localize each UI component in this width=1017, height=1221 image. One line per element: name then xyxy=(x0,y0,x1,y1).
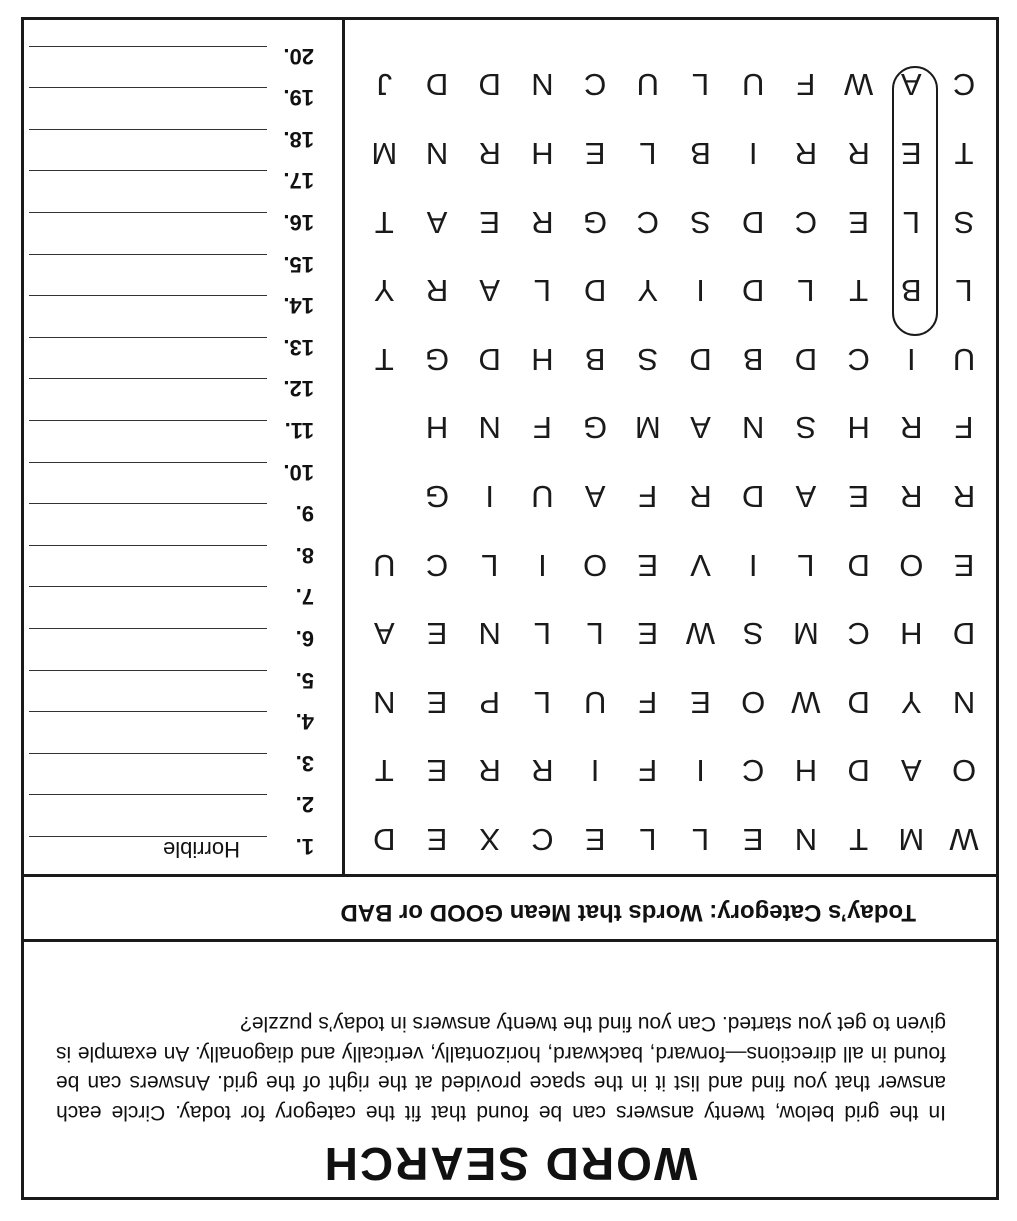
answer-number: 17. xyxy=(283,168,314,194)
grid-letter[interactable]: A xyxy=(900,67,922,103)
grid-letter[interactable]: H xyxy=(425,410,449,446)
grid-letter[interactable]: W xyxy=(685,616,716,652)
grid-letter[interactable]: B xyxy=(742,341,764,377)
grid-letter[interactable]: Y xyxy=(900,684,922,720)
grid-letter[interactable]: S xyxy=(637,341,659,377)
answer-number: 16. xyxy=(283,210,314,235)
answer-blank-line[interactable] xyxy=(29,670,267,671)
grid-letter[interactable]: L xyxy=(639,136,657,171)
grid-letter[interactable]: A xyxy=(584,479,606,514)
page-title: WORD SEARCH xyxy=(322,1138,698,1190)
grid-letter[interactable]: B xyxy=(584,341,606,377)
answer-row xyxy=(24,41,342,81)
grid-letter[interactable]: G xyxy=(424,479,450,514)
answer-row xyxy=(24,290,342,330)
title-section xyxy=(24,939,996,1197)
grid-letter[interactable]: O xyxy=(583,547,608,583)
answer-number: 2. xyxy=(295,792,314,818)
answer-number: 15. xyxy=(283,251,314,277)
grid-letter[interactable]: R xyxy=(952,479,976,514)
grid-letter[interactable]: I xyxy=(748,136,758,171)
grid-letter[interactable]: J xyxy=(376,67,393,103)
grid-letter[interactable]: T xyxy=(954,136,974,171)
answer-row xyxy=(24,457,342,497)
grid-letter[interactable]: C xyxy=(847,341,870,377)
grid-letter[interactable]: U xyxy=(583,684,607,720)
answer-number: 1. xyxy=(295,834,314,859)
grid-letter[interactable]: H xyxy=(847,410,870,446)
grid-letter[interactable]: E xyxy=(584,136,606,171)
answer-number: 14. xyxy=(283,293,314,319)
grid-letter[interactable]: L xyxy=(533,616,552,652)
grid-letter[interactable]: F xyxy=(638,753,658,789)
grid-letter[interactable]: D xyxy=(847,753,870,789)
instructions-text: In the grid below, twenty answers can be found that fit the category for today. Circle each answer that you find and list it in the space provided at the right of the grid. Answers can be found in all directions—forward, backward, horizontally, vertically and diagonally. An example is given to get you started. Can you find the twenty answers in today’s puzzle? xyxy=(56,1012,946,1124)
grid-letter[interactable]: E xyxy=(584,822,606,857)
answer-number: 4. xyxy=(295,709,314,735)
grid-letter[interactable]: Y xyxy=(637,273,659,309)
grid-letter[interactable]: E xyxy=(637,547,659,583)
grid-letter[interactable]: D xyxy=(583,273,607,309)
answer-blank-line[interactable] xyxy=(29,711,267,712)
grid-letter[interactable]: V xyxy=(690,547,711,583)
grid-letter[interactable]: F xyxy=(638,479,658,514)
grid-letter[interactable]: S xyxy=(953,204,975,240)
answer-row xyxy=(24,332,342,372)
answer-blank-line[interactable] xyxy=(29,586,267,587)
grid-letter[interactable]: W xyxy=(791,684,821,720)
category-label: Today’s Category: Words that Mean GOOD or BAD xyxy=(340,899,916,926)
grid-letter[interactable]: F xyxy=(532,410,552,446)
answer-row xyxy=(24,789,342,829)
grid-letter[interactable]: F xyxy=(796,67,816,103)
grid-letter[interactable]: E xyxy=(426,822,448,857)
answer-row xyxy=(24,748,342,788)
grid-letter[interactable]: X xyxy=(479,822,501,857)
answer-row xyxy=(24,665,342,705)
grid-letter[interactable]: A xyxy=(900,753,922,789)
grid-letter[interactable]: D xyxy=(847,684,870,720)
grid-letter[interactable]: U xyxy=(952,341,976,377)
grid-letter[interactable]: B xyxy=(690,136,711,171)
answer-blank-line[interactable] xyxy=(29,628,267,629)
grid-letter[interactable]: H xyxy=(531,136,554,171)
answer-row xyxy=(24,373,342,413)
grid-letter[interactable]: S xyxy=(690,204,711,240)
answer-blank-line[interactable] xyxy=(29,503,267,504)
grid-letter[interactable]: L xyxy=(533,684,552,720)
grid-letter[interactable]: R xyxy=(531,204,554,240)
grid-letter[interactable]: D xyxy=(742,479,765,514)
grid-letter[interactable]: T xyxy=(374,341,394,377)
grid-letter[interactable]: U xyxy=(636,67,660,103)
grid-letter[interactable]: O xyxy=(741,684,766,720)
grid-letter[interactable]: U xyxy=(373,547,396,583)
grid-letter[interactable]: D xyxy=(794,341,818,377)
grid-letter[interactable]: E xyxy=(479,204,501,240)
grid-letter[interactable]: N xyxy=(478,616,501,652)
grid-letter[interactable]: C xyxy=(425,547,449,583)
grid-letter[interactable]: L xyxy=(797,547,815,583)
grid-letter[interactable]: A xyxy=(426,204,448,240)
grid-letter[interactable]: T xyxy=(374,204,394,240)
grid-letter[interactable]: I xyxy=(538,547,547,583)
grid-letter[interactable]: C xyxy=(636,204,660,240)
answer-number: 10. xyxy=(283,459,314,485)
answer-blank-line[interactable] xyxy=(29,87,267,88)
grid-letter[interactable]: L xyxy=(639,822,657,857)
grid-letter[interactable]: G xyxy=(583,204,608,240)
grid-letter[interactable]: R xyxy=(425,273,449,309)
grid-letter[interactable]: U xyxy=(742,67,765,103)
grid-letter[interactable]: L xyxy=(955,273,973,309)
answer-row xyxy=(24,249,342,289)
grid-letter[interactable]: R xyxy=(689,479,712,514)
answer-number: 5. xyxy=(295,667,314,693)
answer-row xyxy=(24,540,342,580)
grid-letter[interactable]: E xyxy=(848,479,869,514)
grid-letter[interactable]: I xyxy=(748,547,758,583)
answer-blank-line[interactable] xyxy=(29,378,267,379)
answer-text: Horrible xyxy=(162,837,240,862)
answer-row xyxy=(24,623,342,663)
grid-letter[interactable]: C xyxy=(952,67,976,103)
grid-letter[interactable]: C xyxy=(583,67,607,103)
grid-letter[interactable]: R xyxy=(900,479,923,514)
grid-letter[interactable]: I xyxy=(907,341,916,377)
grid-letter[interactable]: E xyxy=(426,684,448,720)
grid-letter[interactable]: T xyxy=(849,822,869,857)
answer-number: 7. xyxy=(295,584,314,610)
answer-row xyxy=(24,706,342,746)
example-answer-circle xyxy=(892,66,938,336)
answer-number: 8. xyxy=(295,542,314,568)
grid-letter[interactable]: R xyxy=(478,753,501,789)
answer-blank-line[interactable] xyxy=(29,254,267,255)
grid-letter[interactable]: G xyxy=(424,341,450,377)
grid-letter[interactable]: P xyxy=(479,684,501,720)
grid-letter[interactable]: W xyxy=(843,67,874,103)
answer-number: 19. xyxy=(283,85,314,111)
grid-letter[interactable]: I xyxy=(696,273,705,309)
answer-number: 3. xyxy=(295,750,314,776)
category-section xyxy=(24,874,996,939)
grid-letter[interactable]: I xyxy=(590,753,600,789)
answer-number: 20. xyxy=(283,43,314,69)
grid-letter[interactable]: L xyxy=(481,547,499,583)
grid-letter[interactable]: I xyxy=(696,753,705,789)
grid-letter[interactable]: E xyxy=(900,136,922,171)
grid-letter[interactable]: D xyxy=(847,547,870,583)
answer-row xyxy=(24,124,342,164)
grid-letter[interactable]: O xyxy=(899,547,924,583)
grid-letter[interactable]: L xyxy=(691,822,710,857)
grid-letter[interactable]: E xyxy=(426,616,448,652)
grid-letter[interactable]: L xyxy=(902,204,920,240)
answer-number: 18. xyxy=(283,126,314,152)
grid-letter[interactable]: H xyxy=(531,341,554,377)
answer-blank-line[interactable] xyxy=(29,212,267,213)
grid-letter[interactable]: E xyxy=(637,616,659,652)
answer-blank-line[interactable] xyxy=(29,337,267,338)
grid-letter[interactable]: N xyxy=(742,410,765,446)
answer-number: 11. xyxy=(284,418,314,443)
grid-letter[interactable]: C xyxy=(531,822,554,857)
grid-letter[interactable]: H xyxy=(794,753,818,789)
grid-letter[interactable]: C xyxy=(847,616,870,652)
grid-letter[interactable]: G xyxy=(583,410,608,446)
grid-letter[interactable]: L xyxy=(691,67,710,103)
answer-row xyxy=(24,581,342,621)
grid-letter[interactable]: H xyxy=(900,616,923,652)
grid-letter[interactable]: R xyxy=(478,136,501,171)
grid-letter[interactable]: M xyxy=(634,410,661,446)
answer-blank-line[interactable] xyxy=(29,295,267,296)
grid-letter[interactable]: D xyxy=(952,616,976,652)
grid-letter[interactable]: D xyxy=(478,341,501,377)
grid-letter[interactable]: M xyxy=(793,616,819,652)
grid-letter[interactable]: D xyxy=(742,273,765,309)
grid-letter[interactable]: F xyxy=(638,684,658,720)
answer-number: 6. xyxy=(295,626,314,651)
grid-letter[interactable]: S xyxy=(795,410,817,446)
grid-letter[interactable]: S xyxy=(742,616,764,652)
answer-blank-line[interactable] xyxy=(29,753,267,754)
answer-number: 13. xyxy=(283,334,314,360)
grid-letter[interactable]: A xyxy=(690,410,711,446)
grid-letter[interactable]: E xyxy=(426,753,448,789)
grid-letter[interactable]: D xyxy=(425,67,449,103)
grid-letter[interactable]: E xyxy=(848,204,869,240)
grid-letter[interactable]: M xyxy=(371,136,398,171)
grid-letter[interactable]: E xyxy=(742,822,764,857)
answer-row xyxy=(24,415,342,455)
grid-letter[interactable]: T xyxy=(374,753,394,789)
grid-letter[interactable]: O xyxy=(951,753,977,789)
answer-blank-line[interactable] xyxy=(29,46,267,47)
grid-letter[interactable]: R xyxy=(900,410,923,446)
grid-letter[interactable]: R xyxy=(531,753,554,789)
grid-letter[interactable]: N xyxy=(794,822,818,857)
grid-letter[interactable]: A xyxy=(795,479,817,514)
grid-letter[interactable]: F xyxy=(954,410,974,446)
grid-letter[interactable]: D xyxy=(742,204,765,240)
grid-letter[interactable]: W xyxy=(949,822,979,857)
grid-letter[interactable]: N xyxy=(478,410,501,446)
grid-letter[interactable]: N xyxy=(952,684,976,720)
answer-row xyxy=(24,498,342,538)
grid-letter[interactable]: N xyxy=(373,684,396,720)
grid-letter[interactable]: R xyxy=(794,136,818,171)
grid-letter[interactable]: A xyxy=(373,616,395,652)
grid-letter[interactable]: L xyxy=(586,616,604,652)
grid-letter[interactable]: D xyxy=(689,341,712,377)
grid-letter[interactable]: U xyxy=(531,479,554,514)
grid-letter[interactable]: L xyxy=(797,273,815,309)
answer-blank-line[interactable] xyxy=(29,794,267,795)
answer-row xyxy=(24,165,342,205)
grid-letter[interactable]: D xyxy=(373,822,396,857)
answer-list xyxy=(24,20,342,874)
grid-letter[interactable]: D xyxy=(478,67,501,103)
answer-number: 9. xyxy=(295,501,314,527)
grid-letter[interactable]: N xyxy=(531,67,554,103)
grid-letter[interactable]: B xyxy=(900,273,922,309)
answer-row xyxy=(24,207,342,247)
puzzle-frame xyxy=(21,17,999,1200)
answer-number: 12. xyxy=(283,376,314,402)
answer-blank-line[interactable] xyxy=(29,462,267,463)
grid-letter[interactable]: E xyxy=(690,684,711,720)
grid-letter[interactable]: L xyxy=(533,273,552,309)
grid-letter[interactable]: Y xyxy=(373,273,395,309)
grid-letter[interactable]: A xyxy=(479,273,501,309)
answer-row xyxy=(24,82,342,122)
answer-blank-line[interactable] xyxy=(29,545,267,546)
grid-letter[interactable]: C xyxy=(742,753,765,789)
letter-grid xyxy=(342,20,996,874)
grid-letter[interactable]: R xyxy=(847,136,870,171)
answer-row xyxy=(24,831,342,871)
grid-letter[interactable]: I xyxy=(485,479,495,514)
grid-letter[interactable]: N xyxy=(425,136,449,171)
grid-letter[interactable]: M xyxy=(898,822,925,857)
grid-letter[interactable]: C xyxy=(794,204,818,240)
answer-blank-line[interactable] xyxy=(29,420,267,421)
answer-blank-line[interactable] xyxy=(29,170,267,171)
grid-letter[interactable]: T xyxy=(849,273,869,309)
grid-letter[interactable]: E xyxy=(953,547,975,583)
answer-blank-line[interactable] xyxy=(29,129,267,130)
